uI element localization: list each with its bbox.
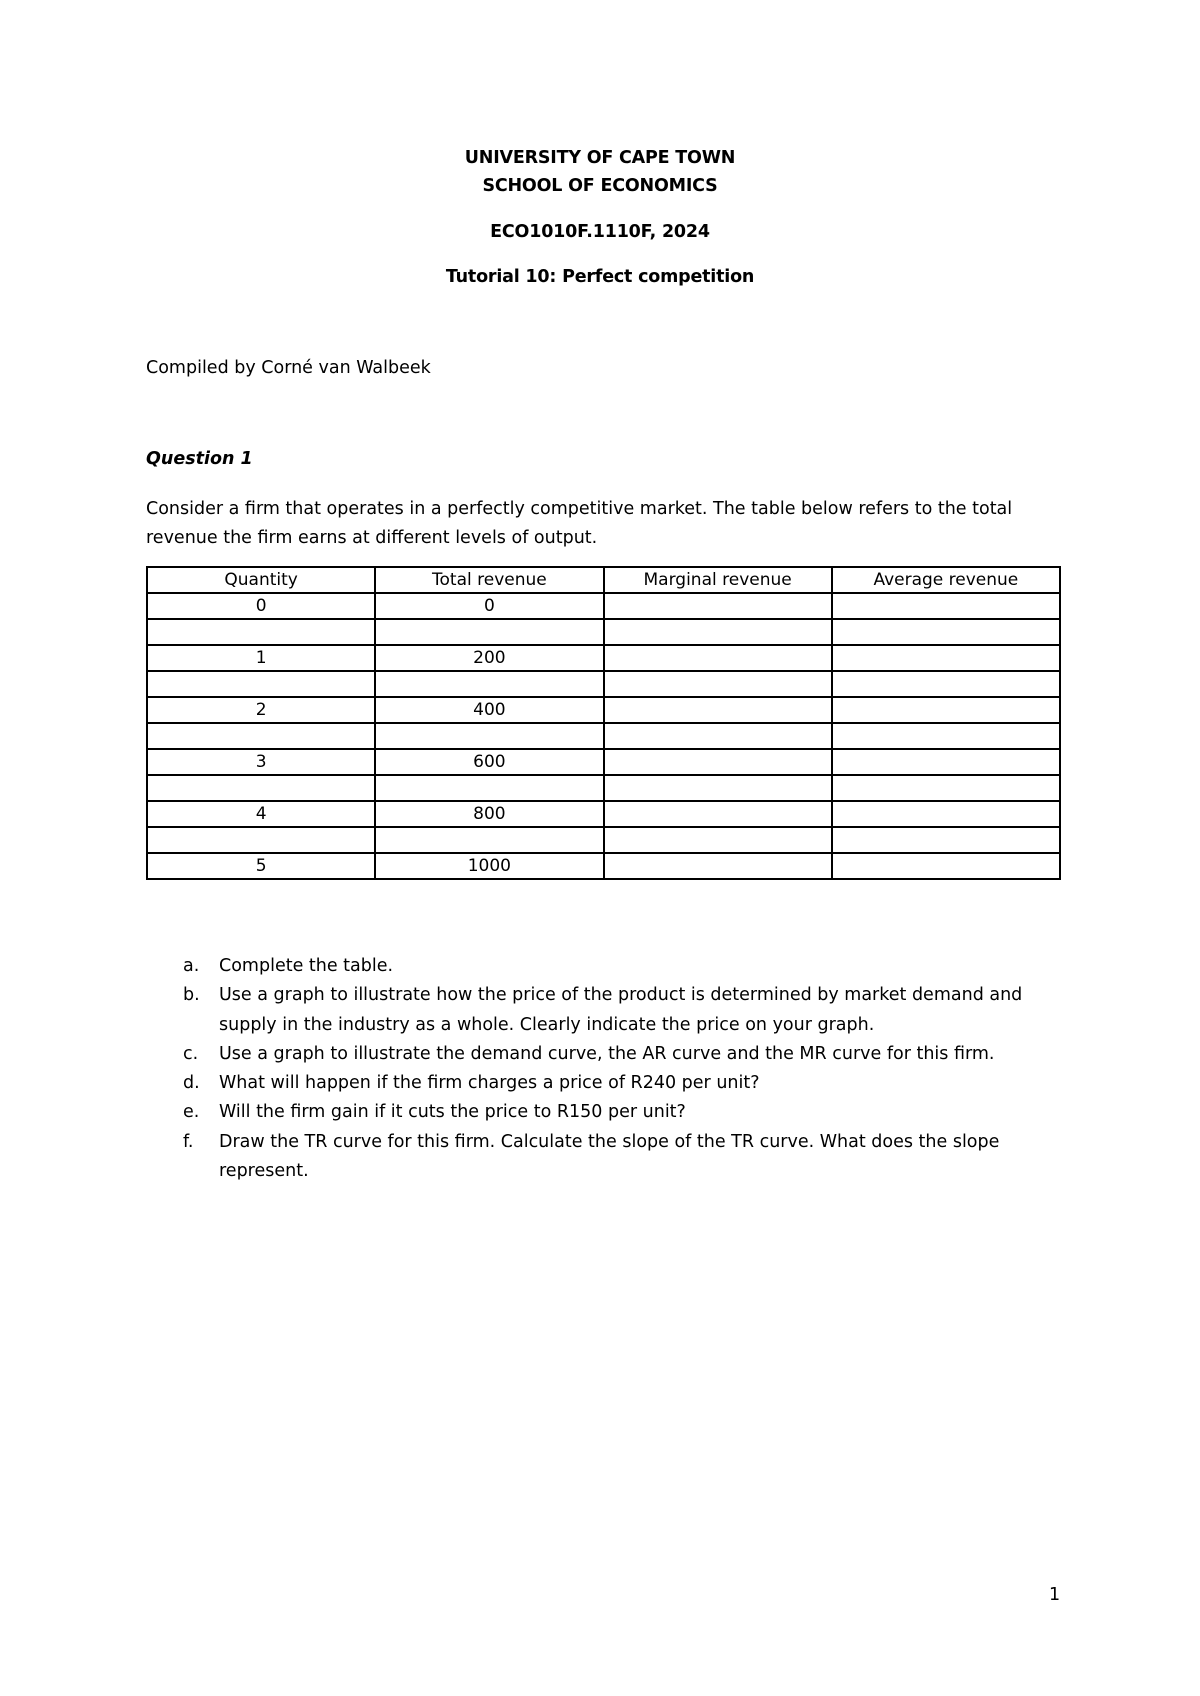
- table-row: [147, 619, 1060, 645]
- table-cell: 1: [147, 645, 375, 671]
- table-row: [147, 801, 1060, 827]
- table-row: [147, 697, 1060, 723]
- part-text: Use a graph to illustrate the demand curve, the AR curve and the MR curve for this firm.: [219, 1043, 995, 1064]
- table-cell: [832, 749, 1060, 775]
- revenue-table: [146, 566, 1061, 880]
- question-title: Question 1: [146, 449, 253, 469]
- table-cell: 3: [147, 749, 375, 775]
- table-header-row: [147, 567, 1060, 593]
- table-cell: [604, 801, 832, 827]
- part-text: Will the firm gain if it cuts the price to R150 per unit?: [219, 1102, 686, 1123]
- table-cell: [375, 723, 603, 749]
- header-quantity: Quantity: [147, 567, 375, 593]
- table-cell: [604, 723, 832, 749]
- header-average-revenue: Average revenue: [832, 567, 1060, 593]
- table-cell: [832, 645, 1060, 671]
- compiled-by: Compiled by Corné van Walbeek: [146, 358, 431, 378]
- question-part: [146, 981, 1066, 1040]
- table-cell: [604, 775, 832, 801]
- part-text: What will happen if the firm charges a price of R240 per unit?: [219, 1073, 760, 1094]
- table-row: [147, 853, 1060, 879]
- school-heading: SCHOOL OF ECONOMICS: [482, 176, 718, 196]
- tutorial-title: Tutorial 10: Perfect competition: [445, 267, 755, 287]
- table-cell: [375, 775, 603, 801]
- question-part: [146, 1128, 1066, 1187]
- part-marker: f.: [183, 1131, 194, 1152]
- part-marker: a.: [183, 956, 200, 976]
- table-body: [147, 593, 1060, 879]
- table-cell: 800: [375, 801, 603, 827]
- table-row: [147, 827, 1060, 853]
- table-cell: [147, 619, 375, 645]
- table-cell: [832, 801, 1060, 827]
- table-row: [147, 775, 1060, 801]
- part-marker: b.: [183, 985, 200, 1006]
- table-cell: [832, 593, 1060, 619]
- header-total-revenue: Total revenue: [375, 567, 603, 593]
- university-heading: UNIVERSITY OF CAPE TOWN: [464, 148, 736, 168]
- table-row: [147, 723, 1060, 749]
- part-text: Draw the TR curve for this firm. Calculate the slope of the TR curve. What does the slope represent.: [219, 1131, 1000, 1182]
- page-number: 1: [1049, 1585, 1061, 1605]
- table-cell: [604, 593, 832, 619]
- course-code: ECO1010F.1110F, 2024: [490, 222, 710, 242]
- part-marker: d.: [183, 1073, 200, 1094]
- table-cell: 600: [375, 749, 603, 775]
- table-cell: 4: [147, 801, 375, 827]
- table-row: [147, 671, 1060, 697]
- table-row: [147, 593, 1060, 619]
- table-cell: [147, 723, 375, 749]
- table-cell: [147, 775, 375, 801]
- table-cell: [604, 671, 832, 697]
- table-cell: [604, 853, 832, 879]
- table-cell: [832, 619, 1060, 645]
- table-row: [147, 749, 1060, 775]
- question-part: [146, 952, 1066, 981]
- table-cell: [832, 671, 1060, 697]
- table-cell: [832, 723, 1060, 749]
- table-cell: [604, 619, 832, 645]
- table-row: [147, 645, 1060, 671]
- part-marker: e.: [183, 1102, 200, 1123]
- question-part: [146, 1069, 1066, 1098]
- table-cell: [832, 775, 1060, 801]
- table-cell: [604, 749, 832, 775]
- table-cell: [147, 827, 375, 853]
- table-cell: [375, 619, 603, 645]
- table-cell: 5: [147, 853, 375, 879]
- table-cell: [604, 697, 832, 723]
- table-cell: 2: [147, 697, 375, 723]
- question-parts-list: [146, 952, 1066, 1186]
- table-cell: [147, 671, 375, 697]
- header-marginal-revenue: Marginal revenue: [604, 567, 832, 593]
- table-cell: [604, 645, 832, 671]
- table-cell: [832, 697, 1060, 723]
- table-cell: 0: [375, 593, 603, 619]
- table-cell: [375, 827, 603, 853]
- table-cell: [832, 827, 1060, 853]
- question-part: [146, 1098, 1066, 1127]
- question-intro: Consider a firm that operates in a perfectly competitive market. The table below refers to the total revenue the firm earns at different levels of output.: [146, 499, 1013, 548]
- table-cell: 0: [147, 593, 375, 619]
- part-text: Use a graph to illustrate how the price of the product is determined by market demand and supply in the industry as a whole. Clearly indicate the price on your graph.: [219, 985, 1023, 1035]
- part-marker: c.: [183, 1043, 199, 1064]
- table-cell: [604, 827, 832, 853]
- question-part: [146, 1040, 1066, 1069]
- table-cell: 1000: [375, 853, 603, 879]
- table-cell: [832, 853, 1060, 879]
- table-cell: 400: [375, 697, 603, 723]
- part-text: Complete the table.: [219, 956, 394, 976]
- table-cell: 200: [375, 645, 603, 671]
- table-cell: [375, 671, 603, 697]
